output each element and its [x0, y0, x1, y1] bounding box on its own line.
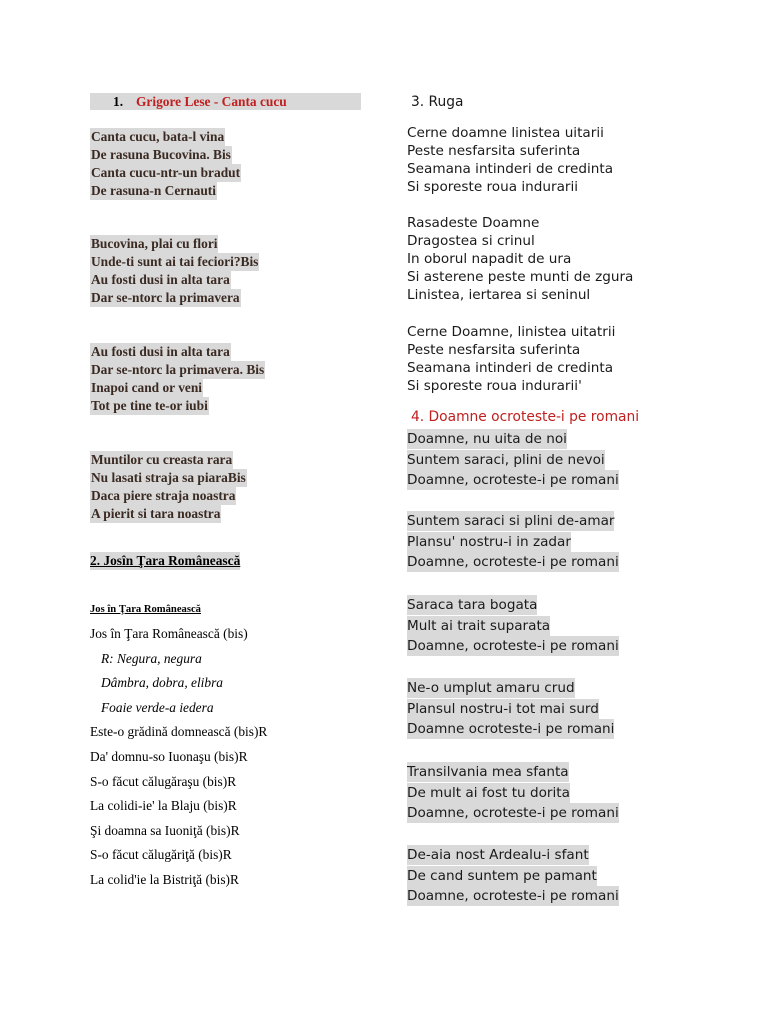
song3-line: Cerne doamne linistea uitarii — [407, 125, 604, 141]
song4-line: Plansul nostru-i tot mai surd — [407, 700, 599, 717]
song2-line: La colid'ie la Bistriţă (bis)R — [90, 872, 239, 887]
song1-line: Au fosti dusi in alta tara — [91, 272, 230, 287]
song3-line: Rasadeste Doamne — [407, 215, 540, 231]
song2-line: Şi doamna sa Iuoniţă (bis)R — [90, 823, 240, 838]
song4-line: Doamne, ocroteste-i pe romani — [407, 888, 619, 904]
song1-line: De rasuna Bucovina. Bis — [91, 147, 231, 162]
song2-line: Dâmbra, dobra, elibra — [101, 675, 224, 690]
song2-line: S-o făcut călugăriţă (bis)R — [90, 847, 232, 862]
song1-number: 1. — [113, 94, 124, 109]
song4-line: De-aia nost Ardealu-i sfant — [407, 847, 589, 863]
song4-line: Doamne, ocroteste-i pe romani — [407, 805, 619, 821]
song4-line: Doamne, ocroteste-i pe romani — [407, 554, 619, 570]
song2-line: Este-o grădină domnească (bis)R — [90, 724, 268, 739]
song2-line: S-o făcut călugăraşu (bis)R — [90, 774, 237, 789]
song3-title: 3. Ruga — [411, 94, 464, 110]
song1-line: Au fosti dusi in alta tara — [91, 344, 230, 359]
song4-line: De cand suntem pe pamant — [407, 867, 597, 884]
song4-line: Saraca tara bogata — [407, 597, 538, 613]
song4-line: Mult ai trait suparata — [407, 617, 551, 634]
song3-line: Si asterene peste munti de zgura — [407, 269, 634, 285]
song2-heading: 2. Josîn Ţara Românească — [90, 553, 241, 568]
song3-line: Cerne Doamne, linistea uitatrii — [407, 324, 616, 340]
song1-title: Grigore Lese - Canta cucu — [136, 94, 287, 109]
song2-line: Jos în Ţara Românească (bis) — [90, 626, 248, 641]
song2-line: Foaie verde-a iedera — [101, 700, 214, 715]
song1-line: Canta cucu, bata-l vina — [91, 129, 225, 144]
song3-line: Linistea, iertarea si seninul — [407, 287, 591, 303]
song3-line: Si sporeste roua indurarii' — [407, 378, 582, 394]
song3-line: Seamana intinderi de credinta — [407, 360, 614, 376]
song3-line: Peste nesfarsita suferinta — [407, 143, 581, 159]
song4-line: De mult ai fost tu dorita — [407, 784, 570, 801]
song4-line: Doamne ocroteste-i pe romani — [407, 721, 615, 737]
song2-line: R: Negura, negura — [101, 651, 202, 666]
song3-line: Si sporeste roua indurarii — [407, 179, 579, 195]
song1-line: A pierit si tara noastra — [91, 506, 221, 521]
song1-line: Bucovina, plai cu flori — [91, 236, 218, 251]
song3-line: Seamana intinderi de credinta — [407, 161, 614, 177]
song3-line: In oborul napadit de ura — [407, 251, 572, 267]
song1-line: Canta cucu-ntr-un bradut — [91, 165, 241, 180]
song2-line: Da' domnu-so Iuonaşu (bis)R — [90, 749, 248, 764]
song4-line: Doamne, ocroteste-i pe romani — [407, 472, 619, 488]
song4-title: 4. Doamne ocroteste-i pe romani — [411, 409, 640, 425]
song1-line: Dar se-ntorc la primavera — [91, 290, 240, 305]
song1-line: Dar se-ntorc la primavera. Bis — [91, 362, 265, 377]
song1-line: Nu lasati straja sa piaraBis — [91, 470, 246, 485]
song1-line: Daca piere straja noastra — [91, 488, 236, 503]
song4-line: Doamne, ocroteste-i pe romani — [407, 638, 619, 654]
song2-subheading: Jos în Ţara Românească — [90, 604, 201, 615]
song1-line: Tot pe tine te-or iubi — [91, 398, 208, 413]
song4-line: Doamne, nu uita de noi — [407, 431, 567, 447]
song1-line: Muntilor cu creasta rara — [91, 452, 233, 467]
song1-line: De rasuna-n Cernauti — [91, 183, 216, 198]
song3-line: Peste nesfarsita suferinta — [407, 342, 581, 358]
song4-line: Transilvania mea sfanta — [407, 764, 569, 780]
song1-line: Inapoi cand or veni — [91, 380, 202, 395]
song3-line: Dragostea si crinul — [407, 233, 535, 249]
song2-line: La colidi-ie' la Blaju (bis)R — [90, 798, 237, 813]
song4-line: Suntem saraci, plini de nevoi — [407, 451, 605, 468]
song4-line: Plansu' nostru-i in zadar — [407, 533, 571, 550]
song1-line: Unde-ti sunt ai tai feciori?Bis — [91, 254, 259, 269]
song4-line: Ne-o umplut amaru crud — [407, 680, 575, 696]
song4-line: Suntem saraci si plini de-amar — [407, 513, 615, 529]
